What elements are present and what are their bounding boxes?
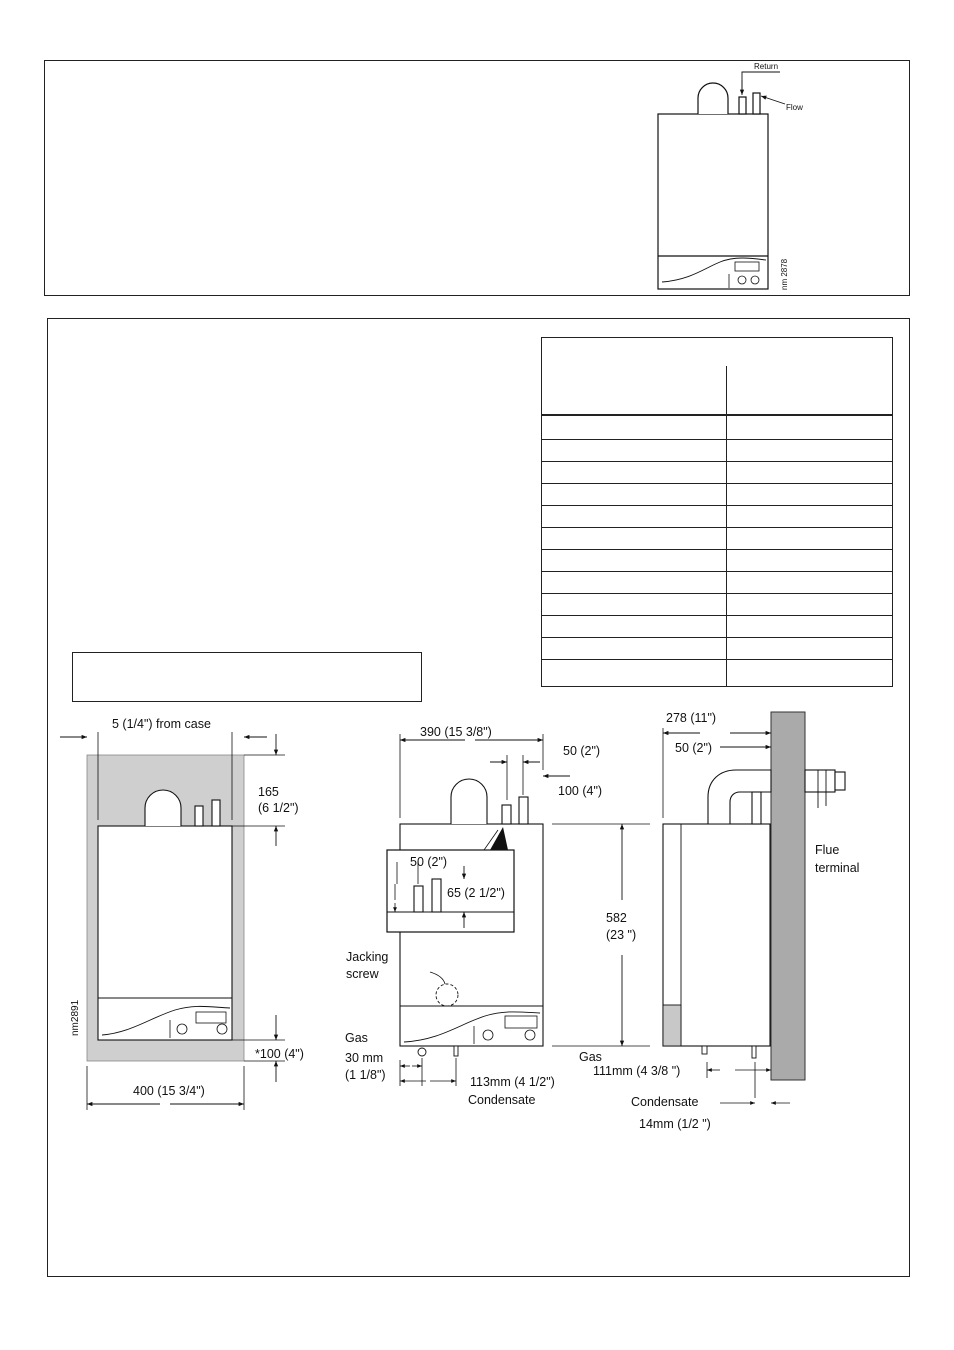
flue-offset-label: 50 (2") <box>675 741 713 755</box>
clearance-drawing <box>60 732 285 1110</box>
flow-label: Flow <box>786 103 803 112</box>
bottom-clearance-label: *100 (4") <box>255 1047 304 1061</box>
side-condensate-offset-label: 14mm (1/2 ") <box>639 1117 711 1131</box>
side-depth-label: 278 (11") <box>666 711 717 725</box>
gas-offset-in-label: (1 1/8") <box>345 1068 386 1082</box>
jacking-screw-label-2: screw <box>346 967 379 981</box>
side-condensate-label: Condensate <box>631 1095 699 1109</box>
gas-offset-mm-label: 30 mm <box>345 1051 384 1065</box>
front-drawing <box>387 734 650 1086</box>
return-label: Return <box>754 62 779 71</box>
jacking-screw-label-1: Jacking <box>346 950 389 964</box>
clearance-width-label: 400 (15 3/4") <box>133 1084 205 1098</box>
drawing-ref-top: nm 2878 <box>780 258 789 290</box>
pipe-spacing-label: 50 (2") <box>563 744 601 758</box>
side-gas-label: Gas <box>579 1050 602 1064</box>
top-clearance-mm: 165 <box>258 785 279 799</box>
front-width-label: 390 (15 3/8") <box>420 725 492 739</box>
side-gas-offset-label: 111mm (4 3/8 ") <box>593 1064 681 1078</box>
height-in-label: (23 ") <box>606 928 637 942</box>
top-clearance-in: (6 1/2") <box>258 801 299 815</box>
drawing-ref-clearance: nm2891 <box>70 999 81 1036</box>
detail-spacing-label: 50 (2") <box>410 855 448 869</box>
top-boiler-drawing <box>658 72 785 289</box>
pipe-offset-label: 100 (4") <box>558 784 603 798</box>
height-mm-label: 582 <box>606 911 627 925</box>
front-condensate-label: Condensate <box>468 1093 536 1107</box>
detail-height-label: 65 (2 1/2") <box>447 886 505 900</box>
front-gas-label: Gas <box>345 1031 368 1045</box>
condensate-offset-label: 113mm (4 1/2") <box>470 1075 555 1089</box>
side-drawing <box>663 712 845 1103</box>
flue-terminal-label-1: Flue <box>815 843 840 857</box>
flue-terminal-label-2: terminal <box>815 861 860 875</box>
side-clearance-label: 5 (1/4") from case <box>112 717 211 731</box>
